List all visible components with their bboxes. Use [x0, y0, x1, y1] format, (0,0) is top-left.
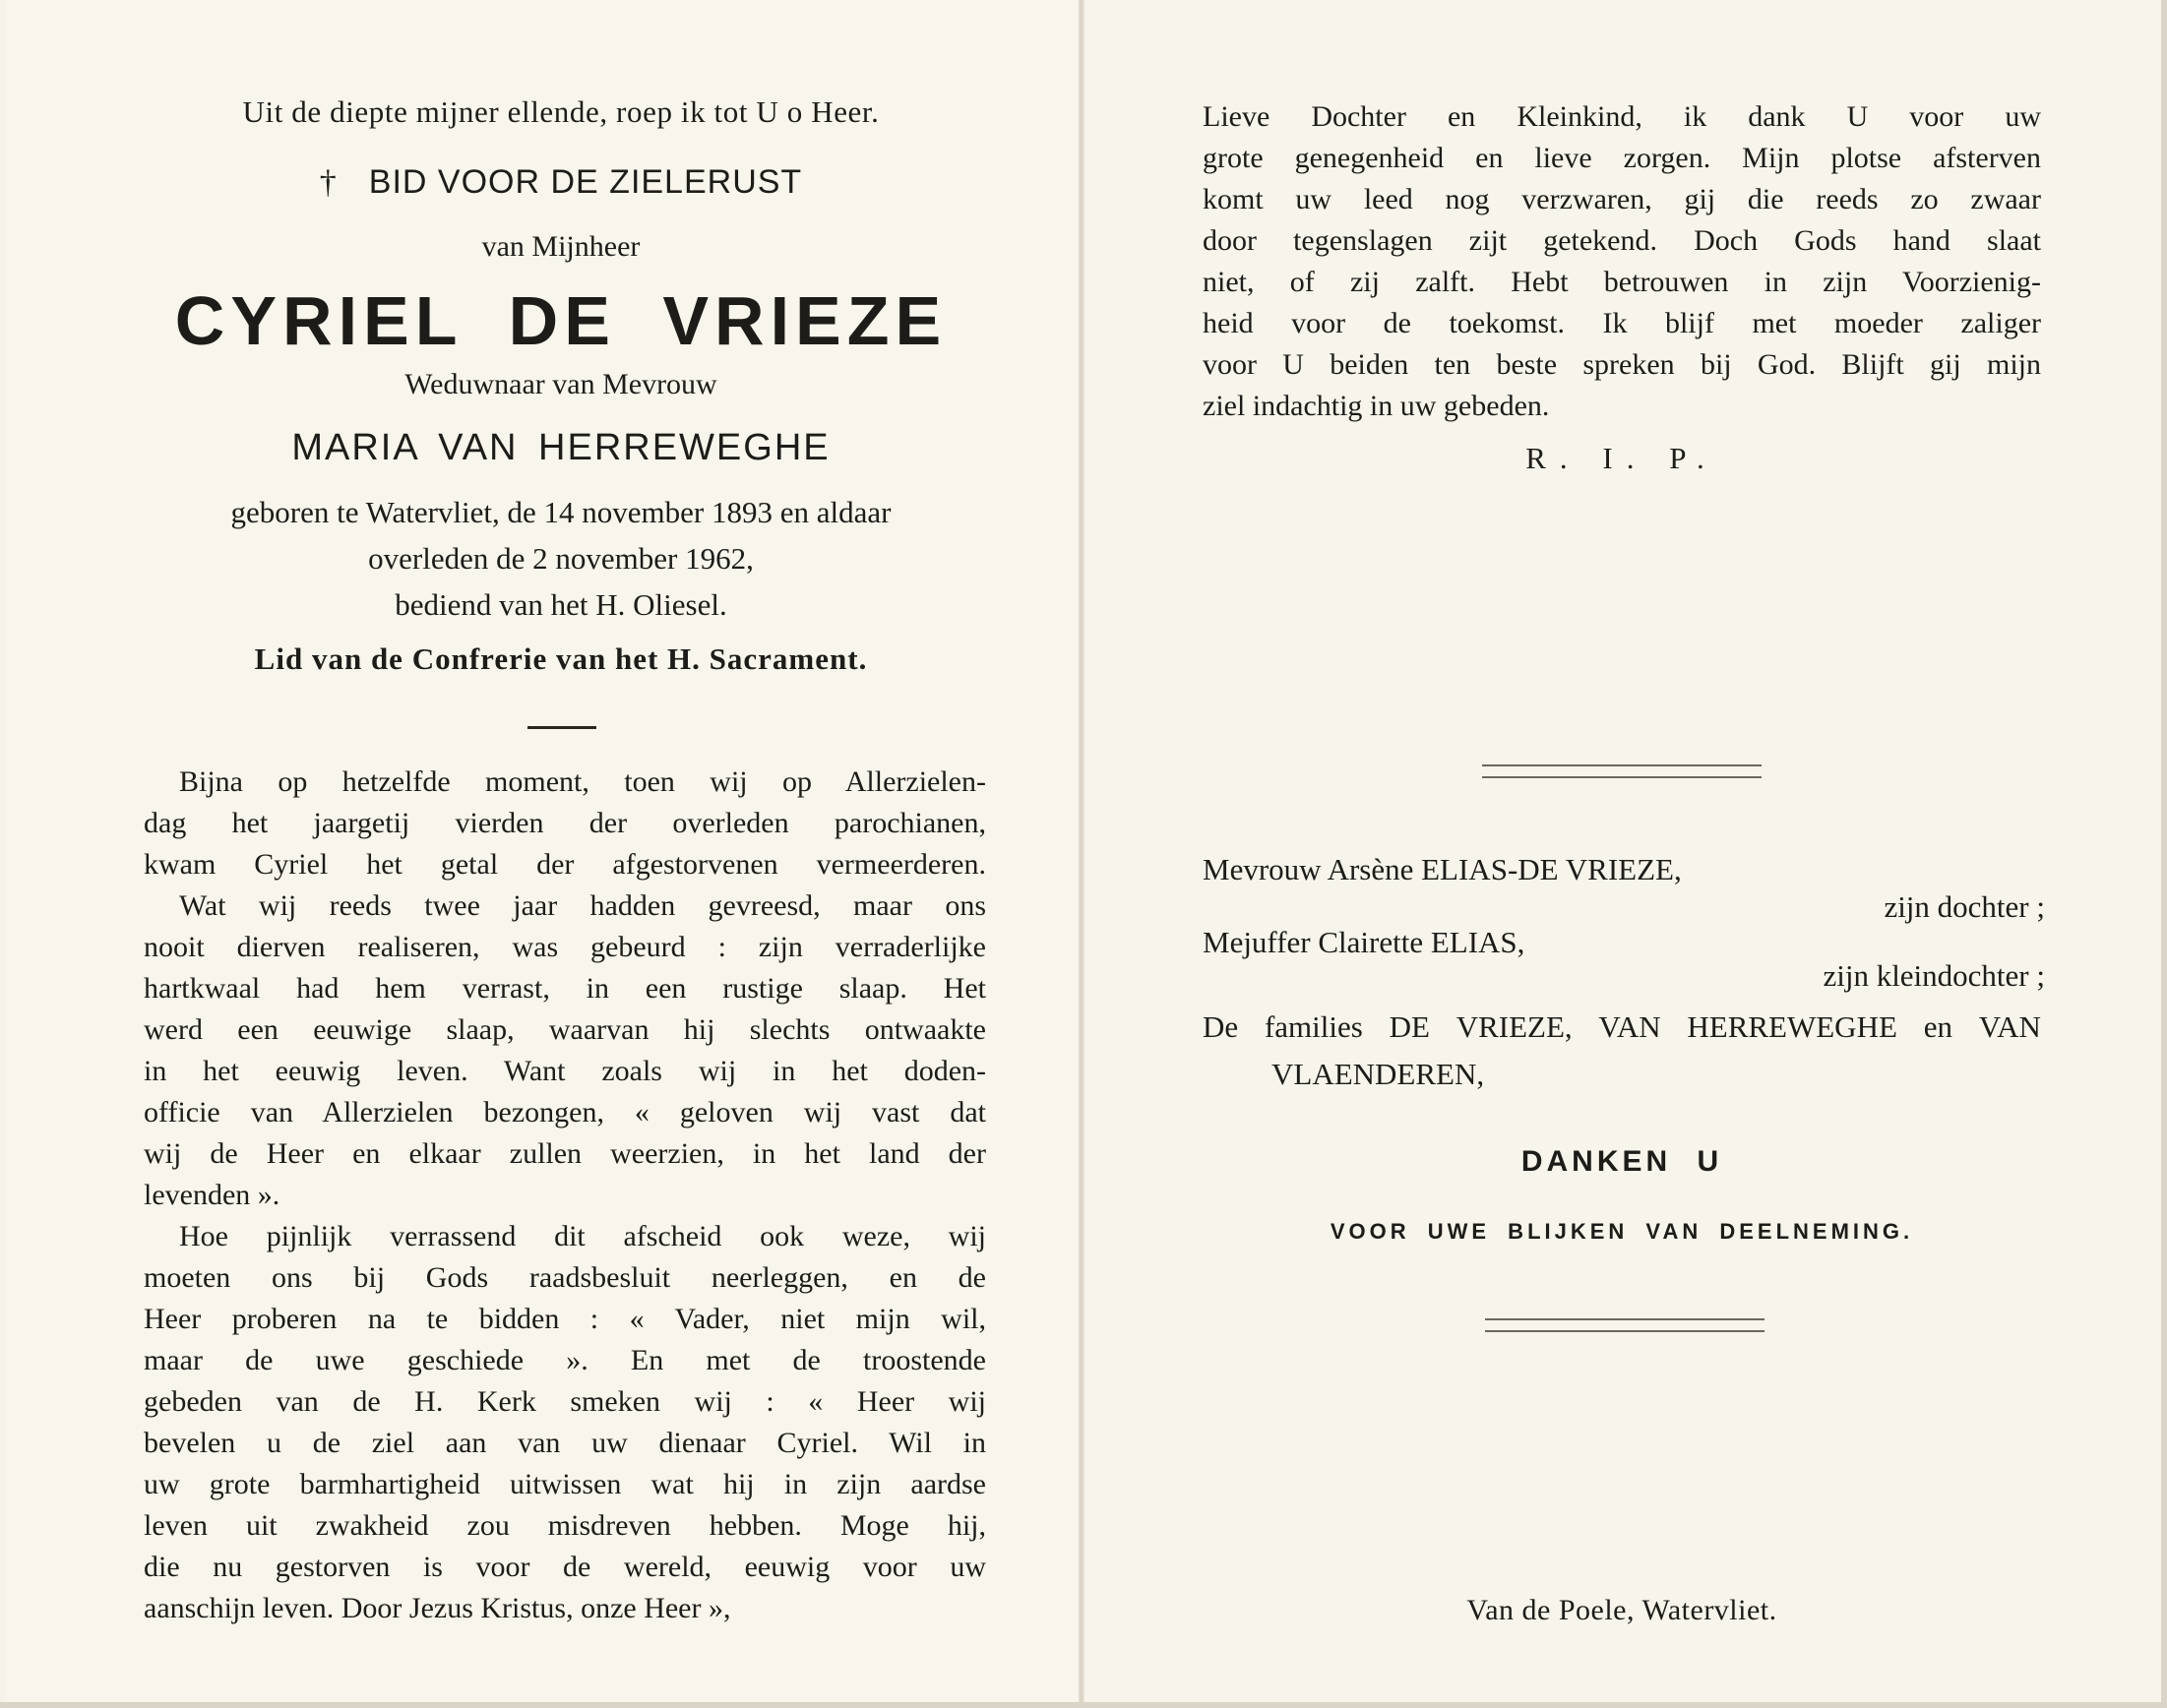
- thanks-heading: DANKEN U: [1520, 1145, 1723, 1178]
- family-names: [1203, 1009, 2041, 1045]
- card-fold: [1079, 0, 1084, 1708]
- eulogy-line: dag het jaargetij vierden der overleden parochianen,: [144, 807, 986, 839]
- letter-line: voor U beiden ten beste spreken bij God. Blijft gij mijn: [1203, 348, 2041, 381]
- eulogy-line: gebeden van de H. Kerk smeken wij : « Heer wij: [144, 1385, 986, 1418]
- thanks-subheading: VOOR UWE BLIJKEN VAN DEELNEMING.: [1330, 1219, 1914, 1244]
- rip: R. I. P.: [1525, 441, 1718, 475]
- eulogy-line: officie van Allerzielen bezongen, « geloven wij vast dat: [144, 1096, 986, 1128]
- eulogy-line: Heer proberen na te bidden : « Vader, niet mijn wil,: [144, 1303, 986, 1335]
- eulogy-line: levenden ».: [144, 1179, 280, 1211]
- family-word: De: [1203, 1009, 1239, 1044]
- letter-line: heid voor de toekomst. Ik blijf met moeder zaliger: [1203, 307, 2041, 339]
- family-word: families: [1264, 1009, 1363, 1044]
- family-word: VAN: [1598, 1009, 1661, 1044]
- family-daughter: Mevrouw Arsène ELIAS-DE VRIEZE,: [1203, 852, 1682, 886]
- birth-line: geboren te Watervliet, de 14 november 1893 en aldaar: [230, 495, 892, 529]
- eulogy-line: Bijna op hetzelfde moment, toen wij op Allerzielen-: [179, 765, 986, 798]
- deceased-name: CYRIEL DE VRIEZE: [174, 282, 948, 359]
- eulogy-line: die nu gestorven is voor de wereld, eeuwig voor uw: [144, 1551, 986, 1583]
- card-edge-bottom: [0, 1702, 2167, 1708]
- eulogy-line: Wat wij reeds twee jaar hadden gevreesd, maar ons: [179, 889, 986, 922]
- family-word: VRIEZE,: [1455, 1009, 1573, 1044]
- cross-icon: †: [319, 164, 338, 201]
- printer: Van de Poele, Watervliet.: [1466, 1594, 1777, 1626]
- membership: Lid van de Confrerie van het H. Sacrament.: [254, 641, 868, 676]
- letter-line: ziel indachtig in uw gebeden.: [1203, 390, 1550, 422]
- letter-line: niet, of zij zalft. Hebt betrouwen in zijn Voorzienig-: [1203, 266, 2041, 298]
- eulogy-line: leven uit zwakheid zou misdreven hebben. Moge hij,: [144, 1509, 986, 1542]
- family-word: DE: [1389, 1009, 1430, 1044]
- death-line: overleden de 2 november 1962,: [368, 541, 754, 576]
- birth-death-info: [138, 495, 984, 634]
- divider: [527, 726, 596, 729]
- family-word: VAN: [1978, 1009, 2041, 1044]
- motto: Uit de diepte mijner ellende, roep ik tot U o Heer.: [242, 94, 880, 129]
- eulogy-text: [144, 762, 986, 1629]
- family-granddaughter: Mejuffer Clairette ELIAS,: [1203, 925, 1525, 959]
- double-rule-top: [1482, 764, 1762, 778]
- spouse-name: MARIA VAN HERREWEGHE: [291, 427, 831, 468]
- eulogy-line: werd een eeuwige slaap, waarvan hij slechts ontwaakte: [144, 1013, 986, 1046]
- double-rule-bottom: [1485, 1318, 1765, 1332]
- eulogy-line: Hoe pijnlijk verrassend dit afscheid ook weze, wij: [179, 1220, 986, 1252]
- eulogy-line: maar de uwe geschiede ». En met de troostende: [144, 1344, 986, 1376]
- letter-line: grote genegenheid en lieve zorgen. Mijn plotse afsterven: [1203, 142, 2041, 174]
- eulogy-line: nooit dierven realiseren, was gebeurd : zijn verraderlijke: [144, 931, 986, 963]
- van-mijnheer: van Mijnheer: [481, 230, 641, 263]
- eulogy-line: kwam Cyriel het getal der afgestorvenen vermeerderen.: [144, 848, 986, 881]
- family-word: HERREWEGHE: [1687, 1009, 1897, 1044]
- family-word: en: [1923, 1009, 1952, 1044]
- family-granddaughter-role: zijn kleindochter ;: [1823, 958, 2045, 993]
- eulogy-line: aanschijn leven. Door Jezus Kristus, onze Heer »,: [144, 1592, 731, 1624]
- eulogy-line: hartkwaal had hem verrast, in een rustige slaap. Het: [144, 972, 986, 1005]
- widower-of: Weduwnaar van Mevrouw: [404, 368, 717, 400]
- eulogy-line: moeten ons bij Gods raadsbesluit neerleggen, en de: [144, 1261, 986, 1294]
- family-daughter-role: zijn dochter ;: [1884, 889, 2045, 924]
- letter-line: Lieve Dochter en Kleinkind, ik dank U voor uw: [1203, 100, 2041, 133]
- eulogy-line: bevelen u de ziel aan van uw dienaar Cyriel. Wil in: [144, 1427, 986, 1459]
- farewell-letter: [1203, 96, 2041, 427]
- family-names-cont: VLAENDEREN,: [1271, 1057, 1485, 1091]
- prayer-text: BID VOOR DE ZIELERUST: [368, 163, 803, 201]
- letter-line: door tegenslagen zijt getekend. Doch Gods hand slaat: [1203, 224, 2041, 257]
- eulogy-line: wij de Heer en elkaar zullen weerzien, in het land der: [144, 1137, 986, 1170]
- prayer-heading: [148, 163, 974, 202]
- eulogy-line: in het eeuwig leven. Want zoals wij in het doden-: [144, 1055, 986, 1087]
- sacrament-line: bediend van het H. Oliesel.: [395, 587, 727, 622]
- letter-line: komt uw leed nog verzwaren, gij die reeds zo zwaar: [1203, 183, 2041, 215]
- card-edge-right: [2161, 0, 2167, 1708]
- eulogy-line: uw grote barmhartigheid uitwissen wat hij in zijn aardse: [144, 1468, 986, 1500]
